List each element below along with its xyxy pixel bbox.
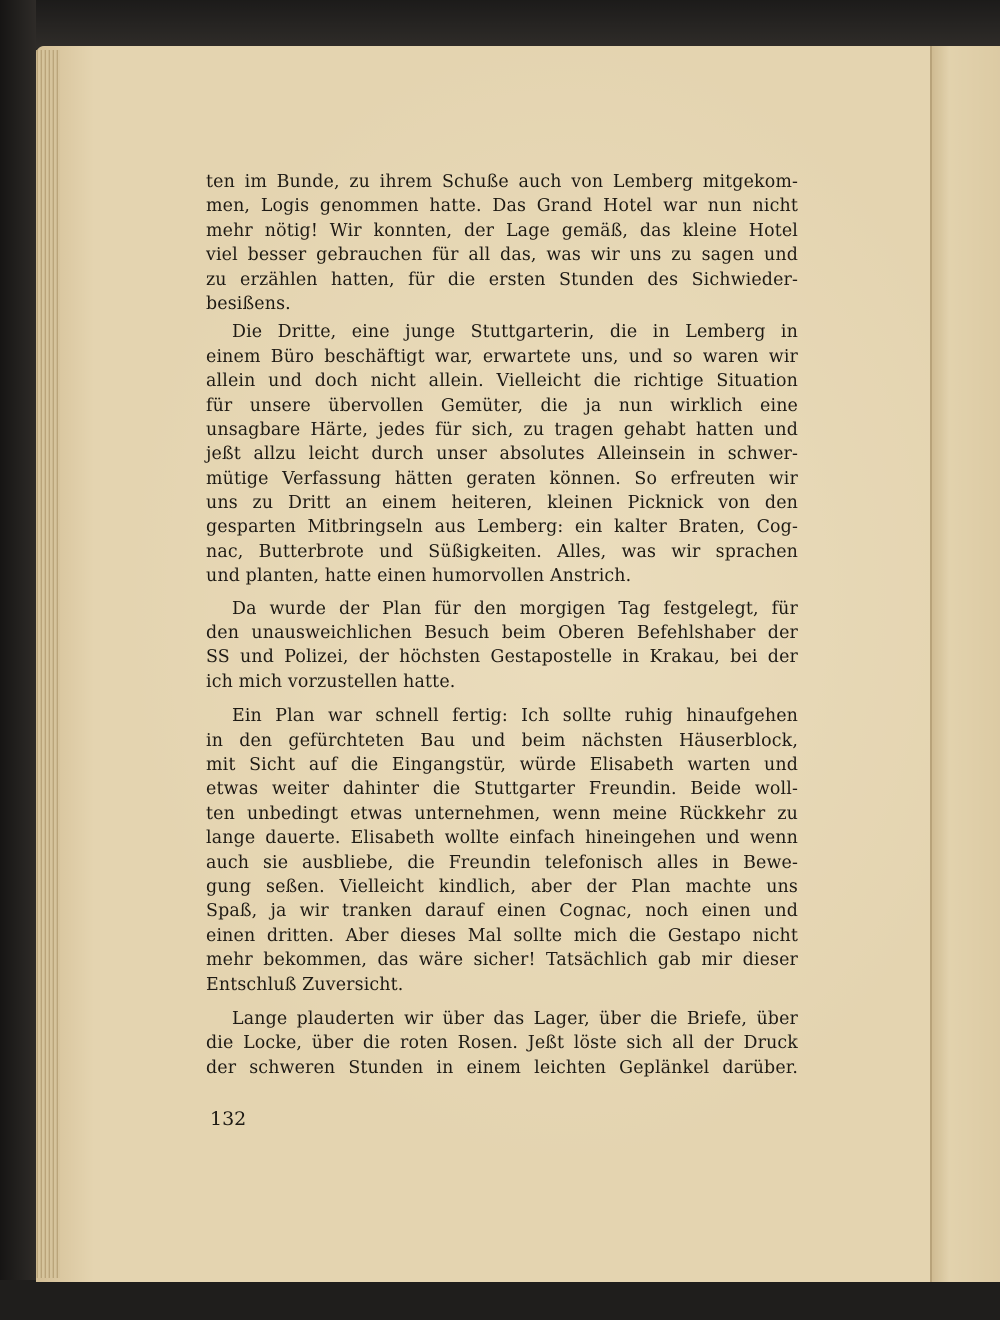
text-line: Spaß, ja wir tranken darauf einen Cognac, noch einen und [206,901,798,922]
paragraph-5 [206,1007,798,1080]
text-line: gesparten Mitbringseln aus Lemberg: ein kalter Braten, Cog- [206,517,798,538]
page-number: 132 [210,1108,247,1130]
text-line: Die Dritte, eine junge Stuttgarterin, die in Lemberg in [232,322,798,343]
scan-background-bottom [0,1280,1000,1320]
text-line: einen dritten. Aber dieses Mal sollte mich die Gestapo nicht [206,925,798,946]
text-line: SS und Polizei, der höchsten Gestapostelle in Krakau, bei der [206,647,798,668]
text-line: in den gefürchteten Bau und beim nächsten Häuserblock, [206,730,798,751]
text-line: Da wurde der Plan für den morgigen Tag festgelegt, für [232,598,798,619]
text-line: ten im Bunde, zu ihrem Schuße auch von Lemberg mitgekom- [206,172,798,192]
text-line: lange dauerte. Elisabeth wollte einfach hineingehen und wenn [206,828,798,849]
text-line: jeßt allzu leicht durch unser absolutes Alleinsein in schwer- [206,444,798,465]
text-line: die Locke, über die roten Rosen. Jeßt löste sich all der Druck [206,1033,798,1054]
scan-background-left [0,0,36,1320]
text-line: besißens. [206,293,291,314]
text-line: für unsere übervollen Gemüter, die ja nun wirklich eine [206,395,798,416]
text-line: mit Sicht auf die Eingangstür, würde Elisabeth warten und [206,754,798,775]
text-line: auch sie ausbliebe, die Freundin telefonisch alles in Bewe- [206,852,798,873]
paragraph-3 [206,597,798,695]
text-line: uns zu Dritt an einem heiteren, kleinen Picknick von den [206,493,798,514]
text-line: ten unbedingt etwas unternehmen, wenn meine Rückkehr zu [206,803,798,824]
text-line: ich mich vorzustellen hatte. [206,671,456,692]
text-line: etwas weiter dahinter die Stuttgarter Freundin. Beide woll- [206,779,798,800]
text-line: mütige Verfassung hätten geraten können. So erfreuten wir [206,468,798,489]
text-line: men, Logis genommen hatte. Das Grand Hotel war nun nicht [206,196,798,217]
text-line: einem Büro beschäftigt war, erwartete uns, und so waren wir [206,346,798,367]
text-line: mehr bekommen, das wäre sicher! Tatsächlich gab mir dieser [206,950,798,971]
page-edges [36,50,60,1278]
text-line: gung seßen. Vielleicht kindlich, aber der Plan machte uns [206,876,798,897]
text-line: zu erzählen hatten, für die ersten Stunden des Sichwieder- [206,269,798,290]
text-line: unsagbare Härte, jedes für sich, zu tragen gehabt hatten und [206,419,798,440]
text-line: Lange plauderten wir über das Lager, über die Briefe, über [232,1008,798,1029]
text-line: Entschluß Zuversicht. [206,974,404,995]
paragraph-2 [206,320,798,588]
facing-page-edge [930,46,1000,1282]
scan-background-top [0,0,1000,48]
text-line: mehr nötig! Wir konnten, der Lage gemäß, das kleine Hotel [206,220,798,241]
text-line: allein und doch nicht allein. Vielleicht die richtige Situation [206,371,798,392]
text-line: Ein Plan war schnell fertig: Ich sollte ruhig hinaufgehen [232,706,798,727]
text-line: und planten, hatte einen humorvollen Anstrich. [206,566,632,587]
text-line: den unausweichlichen Besuch beim Oberen Befehlshaber der [206,623,798,644]
body-text [206,170,798,1080]
text-line: viel besser gebrauchen für all das, was wir uns zu sagen und [206,245,798,266]
paragraph-1 [206,170,798,316]
text-line: der schweren Stunden in einem leichten Geplänkel darüber. [206,1057,798,1078]
paragraph-4 [206,704,798,997]
text-line: nac, Butterbrote und Süßigkeiten. Alles, was wir sprachen [206,541,798,562]
